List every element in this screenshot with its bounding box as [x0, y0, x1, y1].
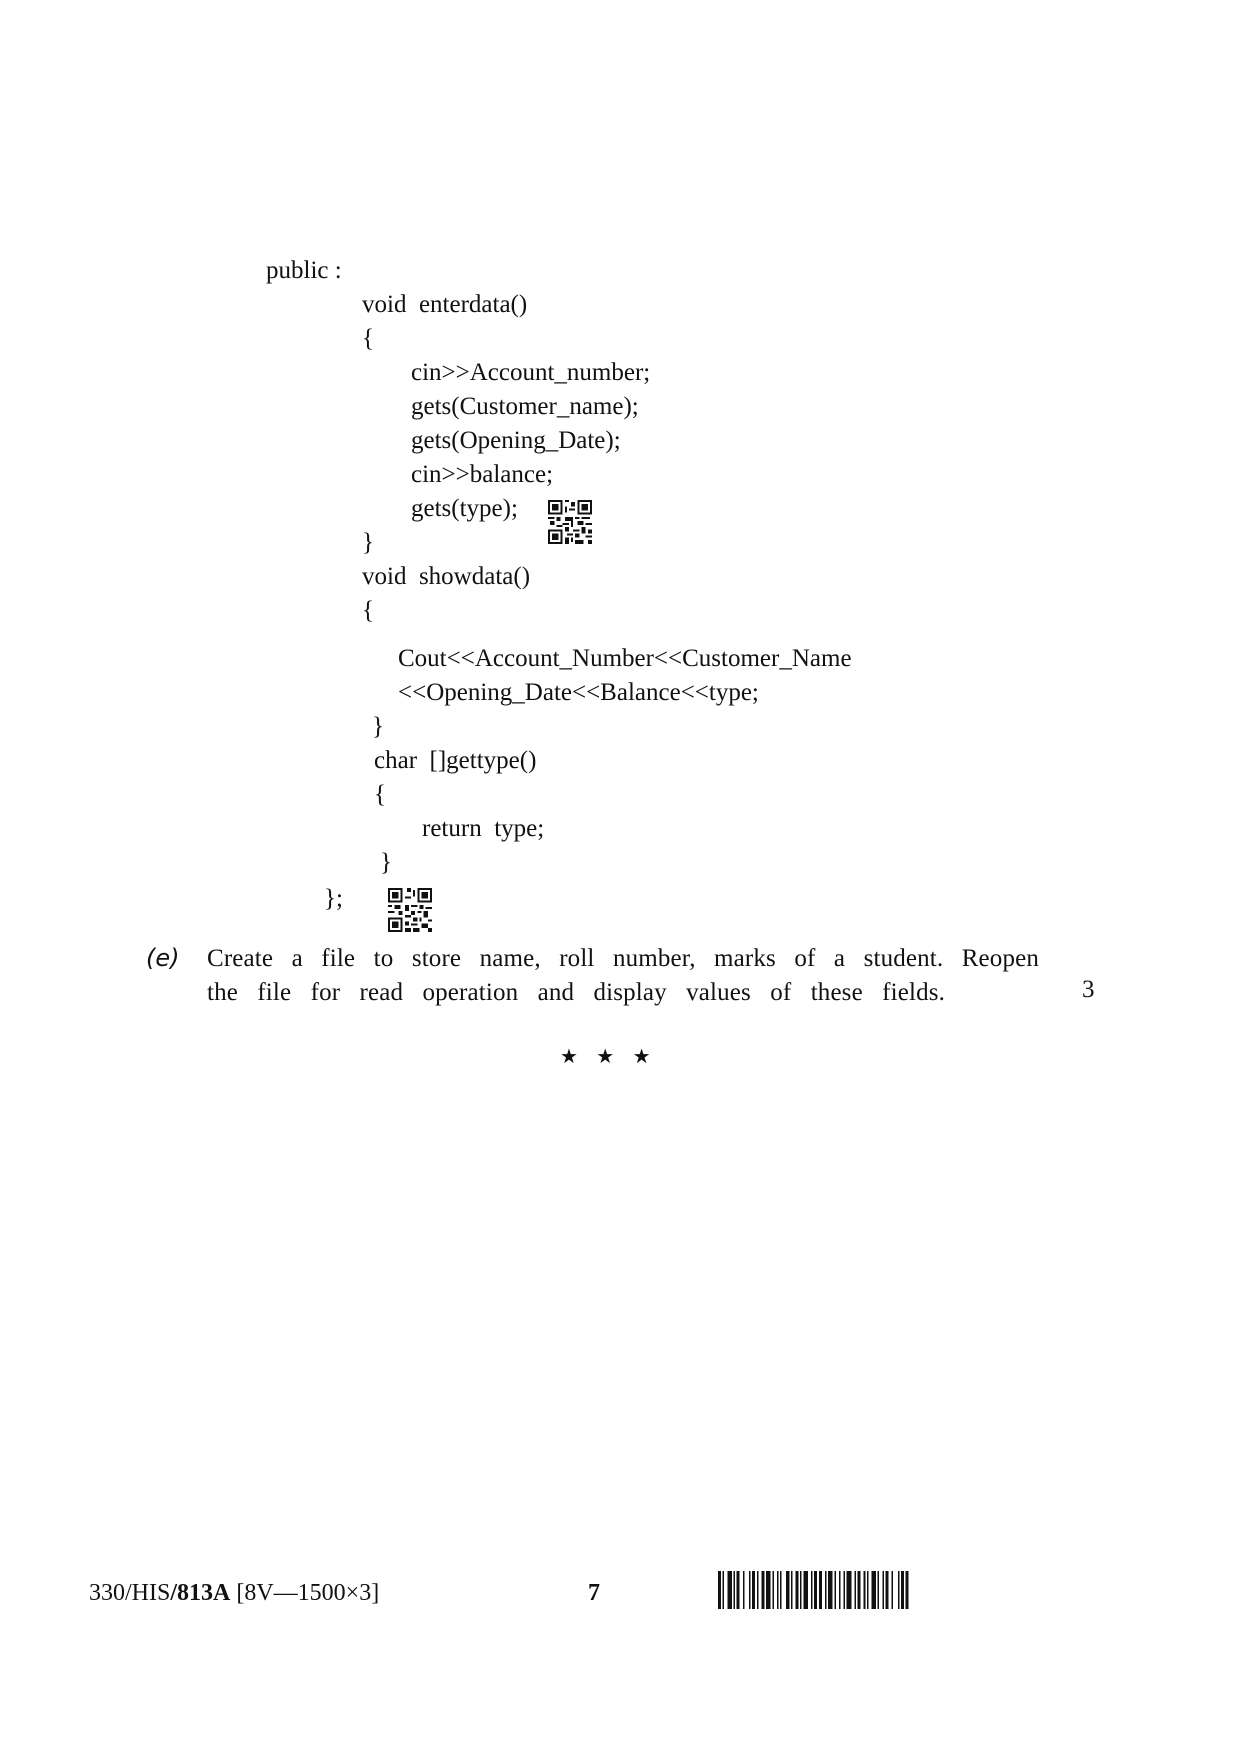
barcode-bar [871, 1571, 876, 1609]
code-line: public : [266, 257, 342, 284]
barcode-bar [858, 1571, 861, 1609]
barcode-bar [811, 1571, 813, 1609]
code-line: cin>>balance; [411, 461, 554, 488]
paper-code-bold: /813A [170, 1580, 231, 1606]
question-line: the file for read operation and display values of these fields. [207, 979, 945, 1006]
barcode-bar [743, 1571, 745, 1609]
barcode-bar [825, 1571, 827, 1609]
barcode-bar [766, 1571, 771, 1609]
barcode-bar [727, 1571, 732, 1609]
barcode-bar [844, 1571, 846, 1609]
question-marks: 3 [1082, 976, 1095, 1003]
barcode-bar [819, 1571, 822, 1609]
paper-code [89, 1580, 379, 1607]
barcode-bar [906, 1571, 909, 1609]
paper-code-suffix: [8V—1500×3] [230, 1580, 380, 1606]
barcode-bar [867, 1571, 869, 1609]
qr-code-icon [388, 888, 432, 932]
code-line: gets(Customer_name); [411, 393, 639, 420]
question-label: (e) [146, 944, 180, 972]
barcode-bar [878, 1571, 880, 1609]
barcode-bar [901, 1571, 904, 1609]
barcode-bar [737, 1571, 740, 1609]
barcode-bar [839, 1571, 841, 1609]
barcode-bar [780, 1571, 782, 1609]
barcode-bar [898, 1571, 900, 1609]
barcode-bar [892, 1571, 894, 1609]
barcode-bar [864, 1571, 866, 1609]
barcode-bar [761, 1571, 764, 1609]
code-line: void enterdata() [362, 291, 528, 318]
barcode-bar [718, 1571, 721, 1609]
barcode-bar [749, 1571, 751, 1609]
barcode-bar [796, 1571, 799, 1609]
code-line: } [362, 529, 374, 556]
barcode-bar [734, 1571, 736, 1609]
barcode-bar [800, 1571, 802, 1609]
code-line: return type; [422, 815, 545, 842]
barcode-bar [882, 1571, 884, 1609]
page-number: 7 [588, 1580, 600, 1606]
barcode-bar [786, 1571, 789, 1609]
barcode-bar [803, 1571, 808, 1609]
barcode-bar [885, 1571, 888, 1609]
code-line: { [374, 781, 386, 808]
barcode-bar [814, 1571, 817, 1609]
barcode-bar [757, 1571, 759, 1609]
code-line: } [372, 713, 384, 740]
question-line: Create a file to store name, roll number, marks of a student. Reopen [207, 945, 1039, 972]
code-line: cin>>Account_number; [411, 359, 651, 386]
code-line: { [362, 597, 374, 624]
barcode-icon [718, 1571, 998, 1609]
barcode-bar [791, 1571, 793, 1609]
barcode-bar [828, 1571, 833, 1609]
barcode-bar [854, 1571, 856, 1609]
code-line: gets(Opening_Date); [411, 427, 621, 454]
barcode-bar [834, 1571, 836, 1609]
code-line: gets(type); [411, 495, 518, 522]
code-line: Cout<<Account_Number<<Customer_Name [398, 645, 852, 672]
code-line: }; [324, 885, 343, 912]
code-line: } [380, 849, 392, 876]
barcode-bar [777, 1571, 779, 1609]
code-line: <<Opening_Date<<Balance<<type; [398, 679, 759, 706]
end-of-paper-marker: ★ ★ ★ [560, 1044, 657, 1068]
paper-code-prefix: 330/HIS [89, 1580, 171, 1606]
code-line: void showdata() [362, 563, 531, 590]
code-line: { [362, 325, 374, 352]
barcode-bar [752, 1571, 755, 1609]
qr-code-icon [548, 500, 592, 544]
barcode-bar [847, 1571, 852, 1609]
code-line: char []gettype() [374, 747, 537, 774]
barcode-bar [772, 1571, 774, 1609]
question-text [207, 942, 1039, 1010]
barcode-bar [723, 1571, 725, 1609]
